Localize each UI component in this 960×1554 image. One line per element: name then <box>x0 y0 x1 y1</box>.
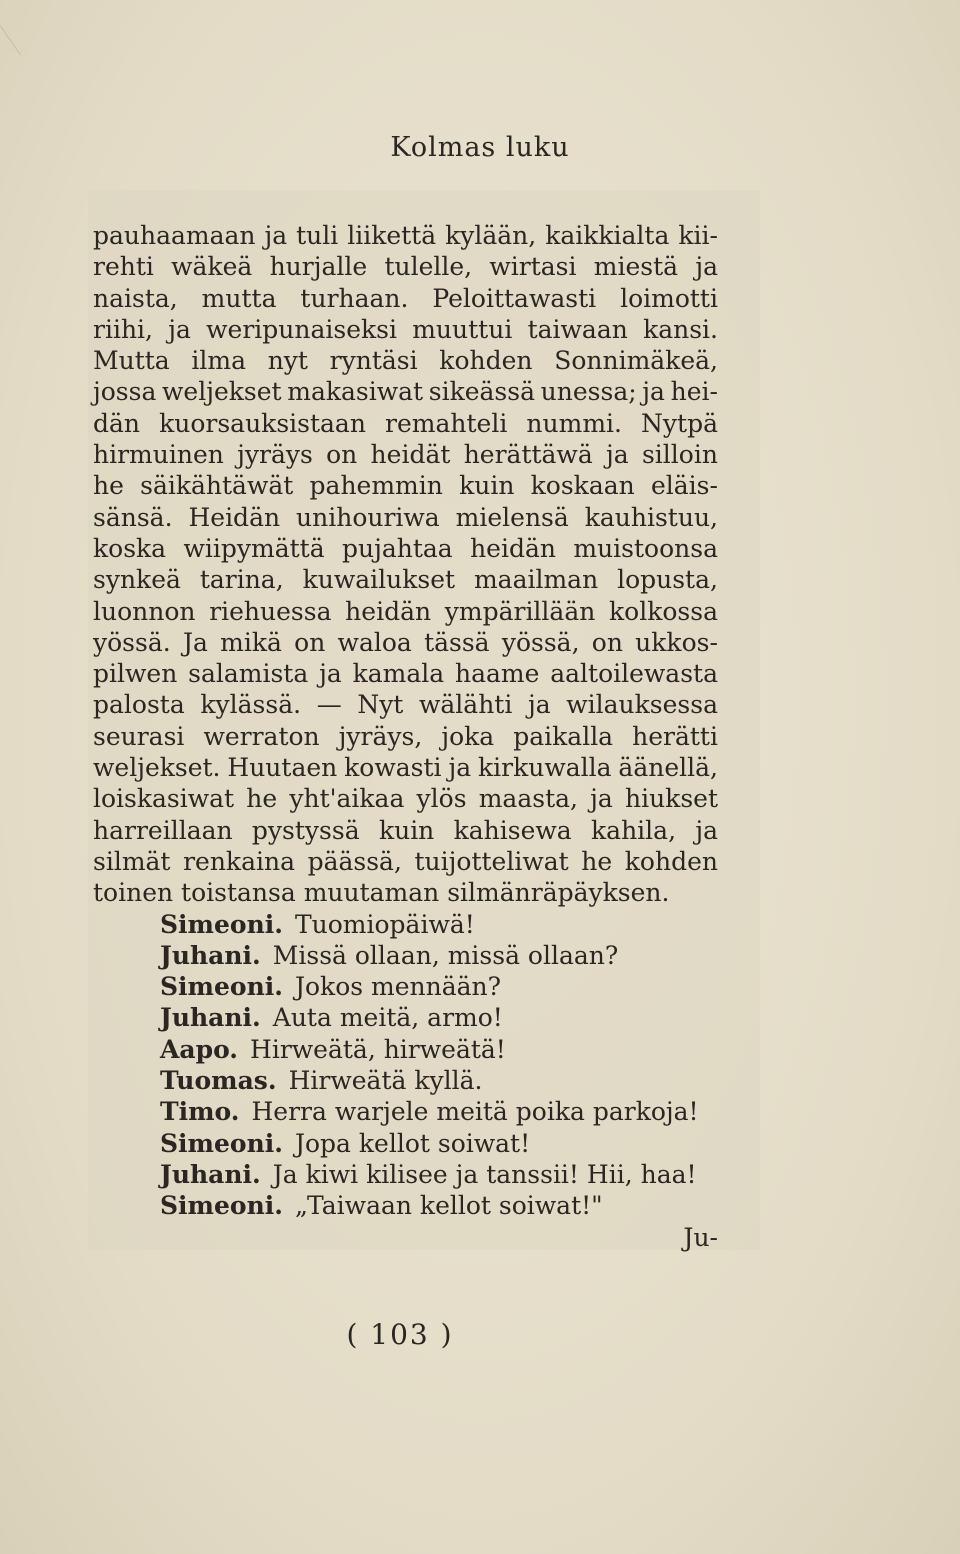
word: hirmuinen <box>93 440 224 470</box>
word: lopusta, <box>617 565 718 595</box>
word: ja <box>319 659 342 689</box>
word: äänellä, <box>618 753 718 783</box>
speaker-name: Simeoni. <box>160 909 283 939</box>
dialogue-line <box>93 1034 718 1065</box>
word: taiwaan <box>527 314 628 344</box>
speech-text: Herra warjele meitä poika parkoja! <box>251 1097 699 1127</box>
word: Huutaen <box>227 753 338 783</box>
word: unihouriwa <box>296 502 440 532</box>
word: kirkuwalla <box>477 753 612 783</box>
word: jossa <box>93 377 157 407</box>
word: ryntäsi <box>329 346 418 376</box>
word: he <box>581 846 613 876</box>
word: ja <box>168 314 191 344</box>
word: pujahtaa <box>341 533 453 563</box>
word: ja <box>642 377 665 407</box>
word: kuorsauksistaan <box>159 408 366 438</box>
page-edge-mark <box>0 5 46 56</box>
word: pilwen <box>93 659 178 689</box>
word: kuin <box>378 815 435 845</box>
word: weripunaiseksi <box>206 314 397 344</box>
word: kolkossa <box>609 596 718 626</box>
speaker-name: Simeoni. <box>160 1191 283 1221</box>
word: ja <box>264 221 288 250</box>
word: tarina, <box>199 565 284 595</box>
word: kauhistuu, <box>584 502 718 532</box>
body-text <box>93 220 718 1253</box>
word: loimotti <box>620 283 718 313</box>
word: wiipymättä <box>183 533 325 563</box>
word: heidän <box>345 596 432 626</box>
word: tuli <box>296 221 339 250</box>
word: ja <box>527 690 551 720</box>
word: rehti <box>93 252 154 282</box>
word: paikalla <box>513 721 614 751</box>
paragraph-line <box>93 846 718 877</box>
word: waloa <box>337 627 412 657</box>
word: jyräys <box>237 440 313 470</box>
word: ja <box>606 440 629 470</box>
word: loiskasiwat <box>93 784 235 814</box>
word: ja <box>590 784 613 814</box>
paragraph-line <box>93 596 718 627</box>
word: heidät <box>370 440 451 470</box>
word: mikä <box>220 627 282 657</box>
word: Mutta <box>93 346 170 376</box>
word: synkeä <box>93 565 181 595</box>
word: kylään, <box>445 221 537 250</box>
paragraph-line <box>93 439 718 470</box>
paragraph-line <box>93 721 718 752</box>
word: tässä <box>424 627 490 657</box>
paragraph-line <box>93 376 718 407</box>
word: dän <box>93 408 141 438</box>
word: harreillaan <box>93 815 233 845</box>
word: maasta, <box>478 784 578 814</box>
word: tuijotteliwat <box>414 846 569 876</box>
word: kamala <box>352 659 445 689</box>
page-number: ( 103 ) <box>346 1318 454 1351</box>
word: Sonnimäkeä, <box>554 346 718 376</box>
word: nyt <box>267 346 308 376</box>
paragraph-line <box>93 470 718 501</box>
catchword: Ju- <box>683 1222 718 1252</box>
word: kohden <box>439 346 533 376</box>
speech-text: Auta meitä, armo! <box>272 1003 503 1033</box>
speaker-name: Juhani. <box>160 940 261 970</box>
speaker-name: Juhani. <box>160 1003 261 1033</box>
paragraph-line <box>93 345 718 376</box>
word: seurasi <box>93 721 185 751</box>
word: muuttui <box>412 314 513 344</box>
paragraph-line <box>93 220 718 251</box>
word: salamista <box>188 659 309 689</box>
paragraph-line <box>93 533 718 564</box>
word: hei- <box>670 377 718 407</box>
paragraph-line <box>93 689 718 720</box>
word: Nyt <box>357 690 404 720</box>
word: eläis- <box>650 471 718 501</box>
word: unessa; <box>540 377 637 407</box>
word: hurjalle <box>269 252 368 282</box>
word: — <box>316 690 342 720</box>
dialogue-line <box>93 1096 718 1127</box>
word: pahemmin <box>309 471 443 501</box>
dialogue-line <box>93 909 718 940</box>
word: ja <box>695 252 718 282</box>
word: herätti <box>632 721 718 751</box>
speech-text: Jokos mennään? <box>294 972 502 1002</box>
word: weljekset <box>162 377 282 407</box>
word: Peloittawasti <box>432 283 597 313</box>
word: jyräys, <box>338 721 423 751</box>
word: heidän <box>470 533 556 563</box>
word: he <box>93 471 124 501</box>
speaker-name: Timo. <box>160 1097 240 1127</box>
word: palosta <box>93 690 185 720</box>
word: liikettä <box>347 221 437 250</box>
word: koska <box>93 533 167 563</box>
word: aaltoilewasta <box>550 659 718 689</box>
speaker-name: Simeoni. <box>160 1128 283 1158</box>
word: ylös <box>416 784 467 814</box>
paragraph-line <box>93 408 718 439</box>
speech-text: Hirweätä kyllä. <box>288 1066 483 1096</box>
chapter-header: Kolmas luku <box>390 132 570 163</box>
speech-text: Jopa kellot soiwat! <box>294 1128 531 1158</box>
word: ja <box>448 753 472 783</box>
word: wilauksessa <box>566 690 718 720</box>
word: mielensä <box>455 502 569 532</box>
word: on <box>326 440 358 470</box>
word: kuwailukset <box>302 565 456 595</box>
paragraph-line <box>93 314 718 345</box>
word: naista, <box>93 283 178 313</box>
dialogue-line <box>93 1002 718 1033</box>
paragraph-line: toinen toistansa muutaman silmänräpäyksen. <box>93 878 670 908</box>
paragraph <box>93 220 718 909</box>
speech-text: „Taiwaan kellot soiwat!" <box>294 1191 603 1221</box>
word: miestä <box>593 252 679 282</box>
word: herättäwä <box>463 440 593 470</box>
word: riihi, <box>93 314 153 344</box>
word: kylässä. <box>200 690 302 720</box>
word: kohden <box>624 846 718 876</box>
word: kuin <box>459 471 515 501</box>
speaker-name: Tuomas. <box>160 1066 277 1096</box>
word: wäkeä <box>171 252 253 282</box>
paragraph-line <box>93 815 718 846</box>
word: Heidän <box>188 502 281 532</box>
paragraph-line <box>93 251 718 282</box>
speech-text: Tuomiopäiwä! <box>294 909 475 939</box>
dialogue-line <box>93 971 718 1002</box>
word: muistoonsa <box>573 533 718 563</box>
paragraph-line <box>93 627 718 658</box>
word: koskaan <box>530 471 635 501</box>
dialogue-line <box>93 1159 718 1190</box>
word: yössä. <box>93 627 171 657</box>
word: ympärillään <box>444 596 596 626</box>
speaker-name: Aapo. <box>160 1034 239 1064</box>
word: wälähti <box>418 690 513 720</box>
word: silmät <box>93 846 171 876</box>
word: joka <box>441 721 495 751</box>
word: Nytpä <box>641 408 718 438</box>
word: wirtasi <box>489 252 577 282</box>
word: renkaina <box>183 846 295 876</box>
dialogue-line <box>93 1065 718 1096</box>
word: on <box>591 627 623 657</box>
dialogue <box>93 909 718 1222</box>
word: weljekset. <box>93 753 221 783</box>
word: mutta <box>201 283 277 313</box>
paragraph-line <box>93 658 718 689</box>
speech-text: Hirweätä, hirweätä! <box>250 1034 506 1064</box>
paragraph-line <box>93 502 718 533</box>
word: ukkos- <box>635 627 718 657</box>
paragraph-line <box>93 783 718 814</box>
word: tulelle, <box>384 252 473 282</box>
word: silloin <box>641 440 718 470</box>
word: remahteli <box>385 408 508 438</box>
word: Ja <box>182 627 208 657</box>
speaker-name: Simeoni. <box>160 972 283 1002</box>
word: yössä, <box>501 627 580 657</box>
word: yht'aikaa <box>289 784 405 814</box>
word: riehuessa <box>209 596 332 626</box>
word: on <box>294 627 326 657</box>
word: kahisewa <box>453 815 572 845</box>
dialogue-line <box>93 1128 718 1159</box>
word: luonnon <box>93 596 196 626</box>
paragraph-line <box>93 283 718 314</box>
word: hiukset <box>624 784 718 814</box>
dialogue-line <box>93 1190 718 1221</box>
catchword-line <box>93 1222 718 1253</box>
word: haame <box>454 659 540 689</box>
word: pystyssä <box>251 815 360 845</box>
word: turhaan. <box>300 283 409 313</box>
word: kii- <box>678 221 718 250</box>
word: sikeässä <box>428 377 535 407</box>
word: päässä, <box>307 846 402 876</box>
word: säikähtäwät <box>140 471 294 501</box>
word: pauhaamaan <box>93 221 256 250</box>
dialogue-line <box>93 940 718 971</box>
word: maailman <box>473 565 599 595</box>
word: werraton <box>203 721 320 751</box>
speech-text: Ja kiwi kilisee ja tanssii! Hii, haa! <box>272 1159 697 1189</box>
word: kaikkialta <box>545 221 670 250</box>
paragraph-line <box>93 564 718 595</box>
word: makasiwat <box>287 377 424 407</box>
word: kansi. <box>643 314 718 344</box>
word: sänsä. <box>93 502 173 532</box>
word: he <box>246 784 278 814</box>
word: kahila, <box>591 815 677 845</box>
paragraph-line <box>93 752 718 783</box>
word: ilma <box>191 346 246 376</box>
word: nummi. <box>526 408 622 438</box>
speaker-name: Juhani. <box>160 1159 261 1189</box>
speech-text: Missä ollaan, missä ollaan? <box>272 940 619 970</box>
word: kowasti <box>344 753 442 783</box>
word: ja <box>695 815 718 845</box>
